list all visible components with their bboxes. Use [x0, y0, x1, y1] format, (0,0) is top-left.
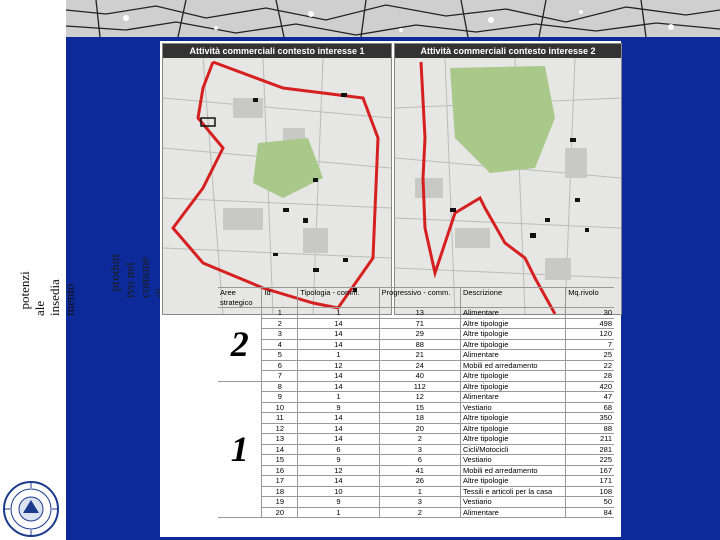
cell-descrizione: Vestiario — [460, 497, 565, 508]
cell-tipologia: 12 — [298, 465, 379, 476]
cell-descrizione: Alimentare — [460, 392, 565, 403]
cell-mq: 50 — [566, 497, 614, 508]
cell-id: 14 — [262, 444, 298, 455]
cell-descrizione: Alimentare — [460, 350, 565, 361]
text-line: insedia — [47, 279, 62, 316]
cell-mq: 28 — [566, 371, 614, 382]
cell-progressivo: 2 — [379, 507, 460, 518]
cell-tipologia: 14 — [298, 371, 379, 382]
cell-mq: 30 — [566, 308, 614, 319]
table-row — [218, 339, 614, 350]
cell-descrizione: Vestiario — [460, 402, 565, 413]
area-label: 2 — [218, 308, 262, 382]
cell-id: 18 — [262, 486, 298, 497]
cell-progressivo: 3 — [379, 497, 460, 508]
cell-progressivo: 20 — [379, 423, 460, 434]
cell-descrizione: Mobili ed arredamento — [460, 465, 565, 476]
cell-id: 9 — [262, 392, 298, 403]
cell-tipologia: 14 — [298, 476, 379, 487]
cell-tipologia: 14 — [298, 329, 379, 340]
cell-id: 4 — [262, 339, 298, 350]
cell-descrizione: Altre tipologie — [460, 434, 565, 445]
cell-progressivo: 1 — [379, 486, 460, 497]
map-contesto-1 — [162, 43, 392, 315]
text-line: potenzi — [17, 271, 32, 310]
cell-tipologia: 9 — [298, 402, 379, 413]
cell-progressivo: 3 — [379, 444, 460, 455]
cell-mq: 211 — [566, 434, 614, 445]
cell-mq: 108 — [566, 486, 614, 497]
cell-mq: 84 — [566, 507, 614, 518]
cell-progressivo: 88 — [379, 339, 460, 350]
cell-tipologia: 14 — [298, 423, 379, 434]
cell-tipologia: 14 — [298, 318, 379, 329]
table-row — [218, 402, 614, 413]
cell-id: 19 — [262, 497, 298, 508]
content-panel — [160, 41, 621, 537]
col-id: Id — [262, 288, 298, 308]
table-row — [218, 381, 614, 392]
map-2-title: Attività commerciali contesto interesse 2 — [395, 44, 621, 58]
cell-id: 12 — [262, 423, 298, 434]
table-row — [218, 476, 614, 487]
cell-tipologia: 1 — [298, 350, 379, 361]
cell-progressivo: 21 — [379, 350, 460, 361]
cell-descrizione: Alimentare — [460, 507, 565, 518]
cell-descrizione: Altre tipologie — [460, 381, 565, 392]
cell-mq: 171 — [566, 476, 614, 487]
cell-id: 15 — [262, 455, 298, 466]
area-label: 1 — [218, 381, 262, 518]
text-line: ivo nel — [122, 262, 137, 298]
cell-id: 6 — [262, 360, 298, 371]
cell-descrizione: Altre tipologie — [460, 318, 565, 329]
cell-id: 3 — [262, 329, 298, 340]
cell-progressivo: 24 — [379, 360, 460, 371]
cell-progressivo: 6 — [379, 455, 460, 466]
cell-tipologia: 6 — [298, 444, 379, 455]
cell-tipologia: 12 — [298, 360, 379, 371]
cell-tipologia: 14 — [298, 339, 379, 350]
col-mq: Mq.rivolo — [566, 288, 614, 308]
cell-tipologia: 1 — [298, 507, 379, 518]
cell-progressivo: 18 — [379, 413, 460, 424]
cell-id: 5 — [262, 350, 298, 361]
cell-mq: 420 — [566, 381, 614, 392]
table-header-row — [218, 288, 614, 308]
cell-progressivo: 40 — [379, 371, 460, 382]
map-contesto-2 — [394, 43, 622, 315]
cell-mq: 47 — [566, 392, 614, 403]
cell-descrizione: Altre tipologie — [460, 413, 565, 424]
cell-descrizione: Altre tipologie — [460, 339, 565, 350]
table-row — [218, 486, 614, 497]
cell-progressivo: 41 — [379, 465, 460, 476]
cell-mq: 225 — [566, 455, 614, 466]
table-row — [218, 350, 614, 361]
table-row — [218, 455, 614, 466]
cell-progressivo: 26 — [379, 476, 460, 487]
header-map-band — [66, 0, 720, 37]
cell-tipologia: 1 — [298, 392, 379, 403]
table-row — [218, 392, 614, 403]
cell-tipologia: 14 — [298, 434, 379, 445]
cell-mq: 25 — [566, 350, 614, 361]
cell-id: 16 — [262, 465, 298, 476]
table-row — [218, 423, 614, 434]
table-row — [218, 413, 614, 424]
cell-mq: 498 — [566, 318, 614, 329]
commercial-activities-table — [218, 287, 614, 518]
table-row — [218, 444, 614, 455]
cell-progressivo: 15 — [379, 402, 460, 413]
table-row — [218, 360, 614, 371]
cell-descrizione: Altre tipologie — [460, 423, 565, 434]
cell-mq: 88 — [566, 423, 614, 434]
cell-descrizione: Altre tipologie — [460, 371, 565, 382]
map-1-title: Attività commerciali contesto interesse 1 — [163, 44, 391, 58]
cell-id: 7 — [262, 371, 298, 382]
text-line: ale — [32, 300, 47, 316]
sidebar-text-left — [2, 246, 77, 316]
cell-id: 11 — [262, 413, 298, 424]
table-row — [218, 371, 614, 382]
university-seal-logo — [2, 480, 60, 538]
table-row — [218, 329, 614, 340]
table-row — [218, 465, 614, 476]
table-row — [218, 308, 614, 319]
cell-progressivo: 12 — [379, 392, 460, 403]
cell-id: 10 — [262, 402, 298, 413]
cell-id: 17 — [262, 476, 298, 487]
cell-mq: 350 — [566, 413, 614, 424]
cell-tipologia: 1 — [298, 308, 379, 319]
table-row — [218, 507, 614, 518]
map-2-drawing — [395, 58, 621, 314]
col-progressivo: Progressivo - comm. — [379, 288, 460, 308]
table-row — [218, 318, 614, 329]
cell-descrizione: Cicli/Motocicli — [460, 444, 565, 455]
cell-descrizione: Altre tipologie — [460, 329, 565, 340]
cell-mq: 22 — [566, 360, 614, 371]
cell-progressivo: 71 — [379, 318, 460, 329]
header-map-pattern — [66, 0, 720, 37]
cell-descrizione: Alimentare — [460, 308, 565, 319]
cell-progressivo: 112 — [379, 381, 460, 392]
text-line: produtt — [107, 253, 122, 292]
cell-id: 1 — [262, 308, 298, 319]
text-line: comune — [137, 256, 152, 298]
cell-id: 20 — [262, 507, 298, 518]
table-row — [218, 497, 614, 508]
cell-mq: 281 — [566, 444, 614, 455]
col-tipologia: Tipologia - comm. — [298, 288, 379, 308]
cell-descrizione: Tessili e articoli per la casa — [460, 486, 565, 497]
text-line: mento — [62, 283, 77, 316]
map-1-drawing — [163, 58, 391, 314]
cell-tipologia: 10 — [298, 486, 379, 497]
cell-tipologia: 9 — [298, 455, 379, 466]
cell-tipologia: 9 — [298, 497, 379, 508]
cell-mq: 120 — [566, 329, 614, 340]
cell-id: 2 — [262, 318, 298, 329]
cell-mq: 7 — [566, 339, 614, 350]
col-aree: Aree strategico — [218, 288, 262, 308]
cell-id: 13 — [262, 434, 298, 445]
cell-mq: 167 — [566, 465, 614, 476]
cell-descrizione: Mobili ed arredamento — [460, 360, 565, 371]
cell-id: 8 — [262, 381, 298, 392]
cell-mq: 68 — [566, 402, 614, 413]
col-descrizione: Descrizione — [460, 288, 565, 308]
cell-progressivo: 29 — [379, 329, 460, 340]
cell-descrizione: Altre tipologie — [460, 476, 565, 487]
cell-tipologia: 14 — [298, 381, 379, 392]
cell-progressivo: 13 — [379, 308, 460, 319]
table-row — [218, 434, 614, 445]
cell-progressivo: 2 — [379, 434, 460, 445]
cell-tipologia: 14 — [298, 413, 379, 424]
cell-descrizione: Vestiario — [460, 455, 565, 466]
